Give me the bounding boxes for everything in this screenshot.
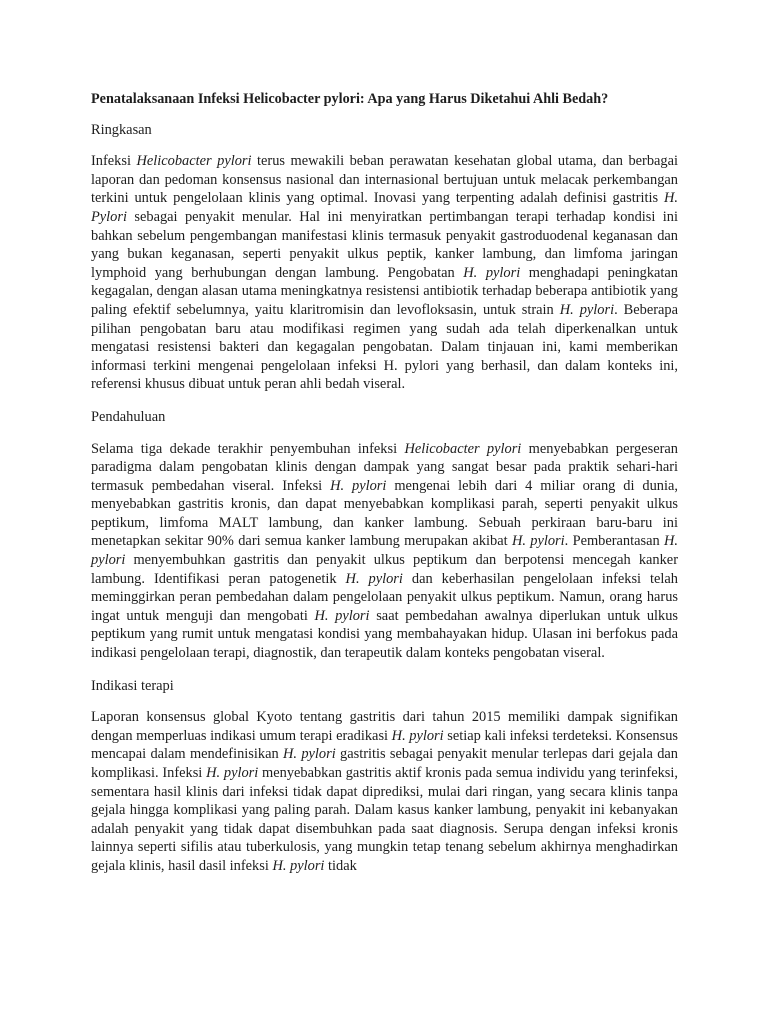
text-run: tidak	[324, 857, 357, 874]
italic-term: H. pylori	[314, 607, 370, 624]
text-run: gastritis sebagai penyakit menular terlepas dari gejala dan komplikasi. Infeksi	[91, 746, 678, 781]
text-run: menyebabkan gastritis aktif kronis pada semua individu yang terinfeksi, sementara hasil klinis dari infeksi tidak dapat diprediksi, mulai dari ringan, yang secara klinis tanpa gejala hingga komplikasi yang paling parah. Dalam kasus kanker lambung, penyakit ini kebanyakan adalah penyakit yang tidak dapat disembuhkan pada saat diagnosis. Serupa dengan infeksi kronis lainnya seperti sifilis atau tuberkulosis, yang mungkin tetap tenang sebelum akhirnya menghadirkan gejala klinis, hasil dasil infeksi	[91, 765, 678, 874]
text-run: Selama tiga dekade terakhir penyembuhan infeksi	[91, 440, 405, 457]
italic-term: H. pylori	[511, 533, 565, 550]
italic-term: H. pylori	[283, 746, 336, 763]
text-run: menyebabkan pergeseran paradigma dalam pengobatan klinis dengan dampak yang sangat besar pada praktik sehari-hari termasuk pembedahan viseral. Infeksi	[91, 440, 678, 494]
italic-term: H. pylori	[463, 264, 521, 281]
text-run: menyembuhkan gastritis dan penyakit ulkus peptikum dan berpotensi mencegah kanker lambung. Identifikasi peran patogenetik	[91, 552, 678, 587]
section-heading-indikasi-terapi: Indikasi terapi	[91, 677, 174, 694]
paragraph-ringkasan	[91, 152, 678, 394]
italic-term: H. pylori	[206, 765, 259, 781]
text-run: saat pembedahan awalnya diperlukan untuk ulkus peptikum yang rumit untuk mengatasi kondisi yang membahayakan hidup. Ulasan ini berfokus pada indikasi pengelolaan terapi, diagnostik, dan terapeutik dalam konteks pengobatan viseral.	[91, 607, 679, 662]
italic-term: H. pylori	[559, 301, 615, 318]
paragraph-indikasi-terapi	[91, 708, 678, 875]
italic-term: Helicobacter pylori	[404, 440, 522, 457]
paragraph-pendahuluan	[91, 440, 678, 663]
text-run: terus mewakili beban perawatan kesehatan global utama, dan berbagai laporan dan pedoman konsensus nasional dan internasional bertujuan untuk melacak perkembangan terkini untuk pengelolaan klinis yang optimal. Inovasi yang terpenting adalah definisi gastritis	[91, 153, 678, 207]
text-run: dan keberhasilan pengelolaan infeksi telah meminggirkan peran pembedahan dalam pengelolaan penyakit ulkus peptikum. Namun, orang harus ingat untuk menguji dan mengobati	[91, 570, 678, 624]
text-run: menghadapi peningkatan kegagalan, dengan alasan utama meningkatnya resistensi antibiotik terhadap beberapa antibiotik yang paling efektif sebelumnya, yaitu klaritromisin dan levofloksasin, untuk strain	[91, 264, 678, 318]
italic-term: H. pylori	[345, 570, 403, 587]
text-run: Laporan konsensus global Kyoto tentang gastritis dari tahun 2015 memiliki dampak signifikan dengan memperluas indikasi umum terapi eradikasi	[91, 709, 678, 744]
text-run: . Pemberantasan	[564, 533, 664, 550]
text-run: sebagai penyakit menular. Hal ini menyiratkan pertimbangan terapi terhadap kondisi ini bahkan sebelum pengembangan manifestasi klinis termasuk penyakit gastroduodenal keganasan dan yang bukan keganasan, seperti penyakit ulkus peptik, kanker lambung, dan limfoma jaringan lymphoid yang berhubungan dengan lambung. Pengobatan	[91, 208, 678, 281]
text-run: setiap kali infeksi terdeteksi. Konsensus mencapai dalam mendefinisikan	[91, 727, 678, 763]
italic-term: H. Pylori	[91, 190, 678, 225]
section-heading-ringkasan: Ringkasan	[91, 121, 152, 138]
italic-term: H. pylori	[330, 477, 387, 494]
document-title: Penatalaksanaan Infeksi Helicobacter pylori: Apa yang Harus Diketahui Ahli Bedah?	[91, 91, 609, 107]
section-heading-pendahuluan: Pendahuluan	[91, 408, 166, 425]
text-run: mengenai lebih dari 4 miliar orang di dunia, menyebabkan gastritis kronis, dan dapat menyebabkan komplikasi parah, seperti penyakit ulkus peptikum, limfoma MALT lambung, dan kanker lambung. Sebuah perkiraan baru-baru ini menetapkan sekitar 90% dari semua kanker lambung merupakan akibat	[91, 477, 678, 550]
document-page	[91, 90, 678, 890]
text-run: Infeksi	[91, 153, 137, 170]
italic-term: H. pylori	[272, 857, 325, 874]
italic-term: H. pylori	[391, 727, 444, 744]
italic-term: Helicobacter pylori	[136, 153, 252, 170]
text-run: . Beberapa pilihan pengobatan baru atau modifikasi regimen yang sudah ada telah diperkenalkan untuk mengatasi resistensi bakteri dan kegagalan pengobatan. Dalam tinjauan ini, kami memberikan informasi terkini mengenai pengelolaan infeksi H. pylori yang berhasil, dan dalam konteks ini, referensi khusus dibuat untuk peran ahli bedah viseral.	[91, 301, 678, 393]
italic-term: H. pylori	[91, 533, 678, 569]
